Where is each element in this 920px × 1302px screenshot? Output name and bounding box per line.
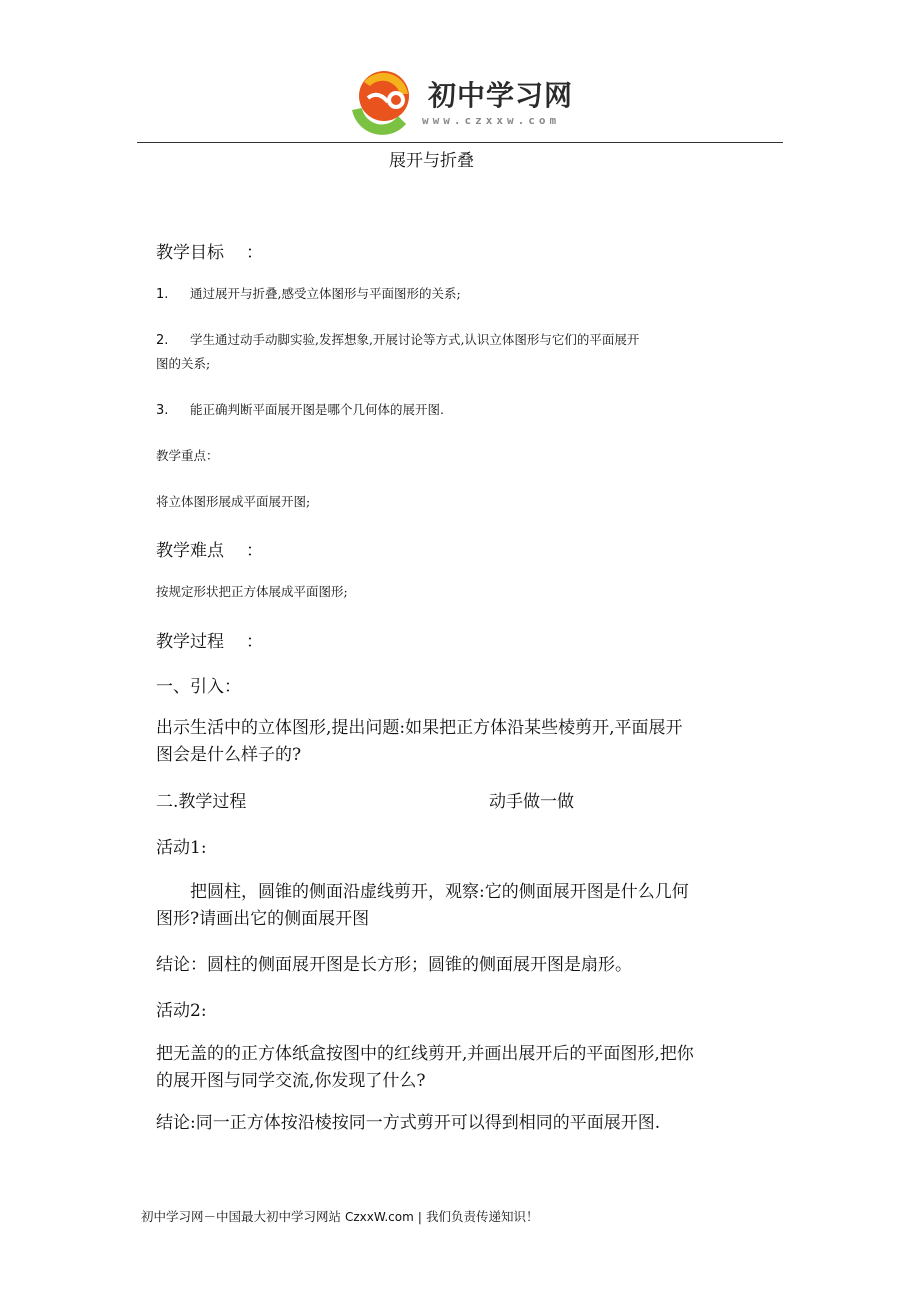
brand-url: www.czxxw.com <box>422 114 561 127</box>
key-point-heading: 教学重点： <box>156 448 219 463</box>
intro-heading: 一、引入： <box>156 677 241 697</box>
objective-item-2-cont: 图的关系; <box>156 356 211 371</box>
page-footer <box>141 1207 539 1225</box>
activity1-text: 把圆柱，圆锥的侧面沿虚线剪开，观察:它的侧面展开图是什么几何图形?请画出它的侧面展开图 <box>156 882 689 929</box>
objective-item-2: 2. 学生通过动手动脚实验,发挥想象,开展讨论等方式,认识立体图形与它们的平面展开 <box>156 332 640 348</box>
header-divider <box>137 142 783 143</box>
footer-separator: | <box>417 1209 423 1224</box>
document-title: 展开与折叠 <box>389 151 474 171</box>
page-header <box>0 0 920 145</box>
difficulty-heading: 教学难点 ： <box>156 541 263 561</box>
objectives-heading: 教学目标 ： <box>156 243 263 263</box>
intro-text: 出示生活中的立体图形,提出问题:如果把正方体沿某些棱剪开,平面展开图会是什么样子的? <box>156 718 683 765</box>
process-heading: 教学过程 ： <box>156 632 263 652</box>
difficulty-text: 按规定形状把正方体展成平面图形; <box>156 584 348 599</box>
objective-item-1: 1. 通过展开与折叠,感受立体图形与平面图形的关系; <box>156 286 461 302</box>
footer-slogan: 我们负责传递知识！ <box>426 1209 539 1224</box>
objective-item-3: 3. 能正确判断平面展开图是哪个几何体的展开图. <box>156 402 444 418</box>
activity1-conclusion: 结论：圆柱的侧面展开图是长方形；圆锥的侧面展开图是扇形。 <box>156 955 632 975</box>
part2-heading: 二.教学过程 <box>156 792 247 812</box>
brand-name: 初中学习网 <box>428 79 574 112</box>
footer-site-link[interactable]: CzxxW.com <box>345 1210 414 1224</box>
key-point-text: 将立体图形展成平面展开图; <box>156 494 311 509</box>
activity1-heading: 活动1: <box>156 838 207 858</box>
activity2-heading: 活动2: <box>156 1001 207 1021</box>
part2-subheading: 动手做一做 <box>489 792 574 812</box>
czxxw-logo-icon <box>344 64 420 140</box>
footer-prefix: 初中学习网－中国最大初中学习网站 <box>141 1209 342 1224</box>
activity2-conclusion: 结论:同一正方体按沿棱按同一方式剪开可以得到相同的平面展开图. <box>156 1113 661 1133</box>
activity2-text: 把无盖的的正方体纸盒按图中的红线剪开,并画出展开后的平面图形,把你的展开图与同学交流,你发现了什么? <box>156 1044 694 1091</box>
